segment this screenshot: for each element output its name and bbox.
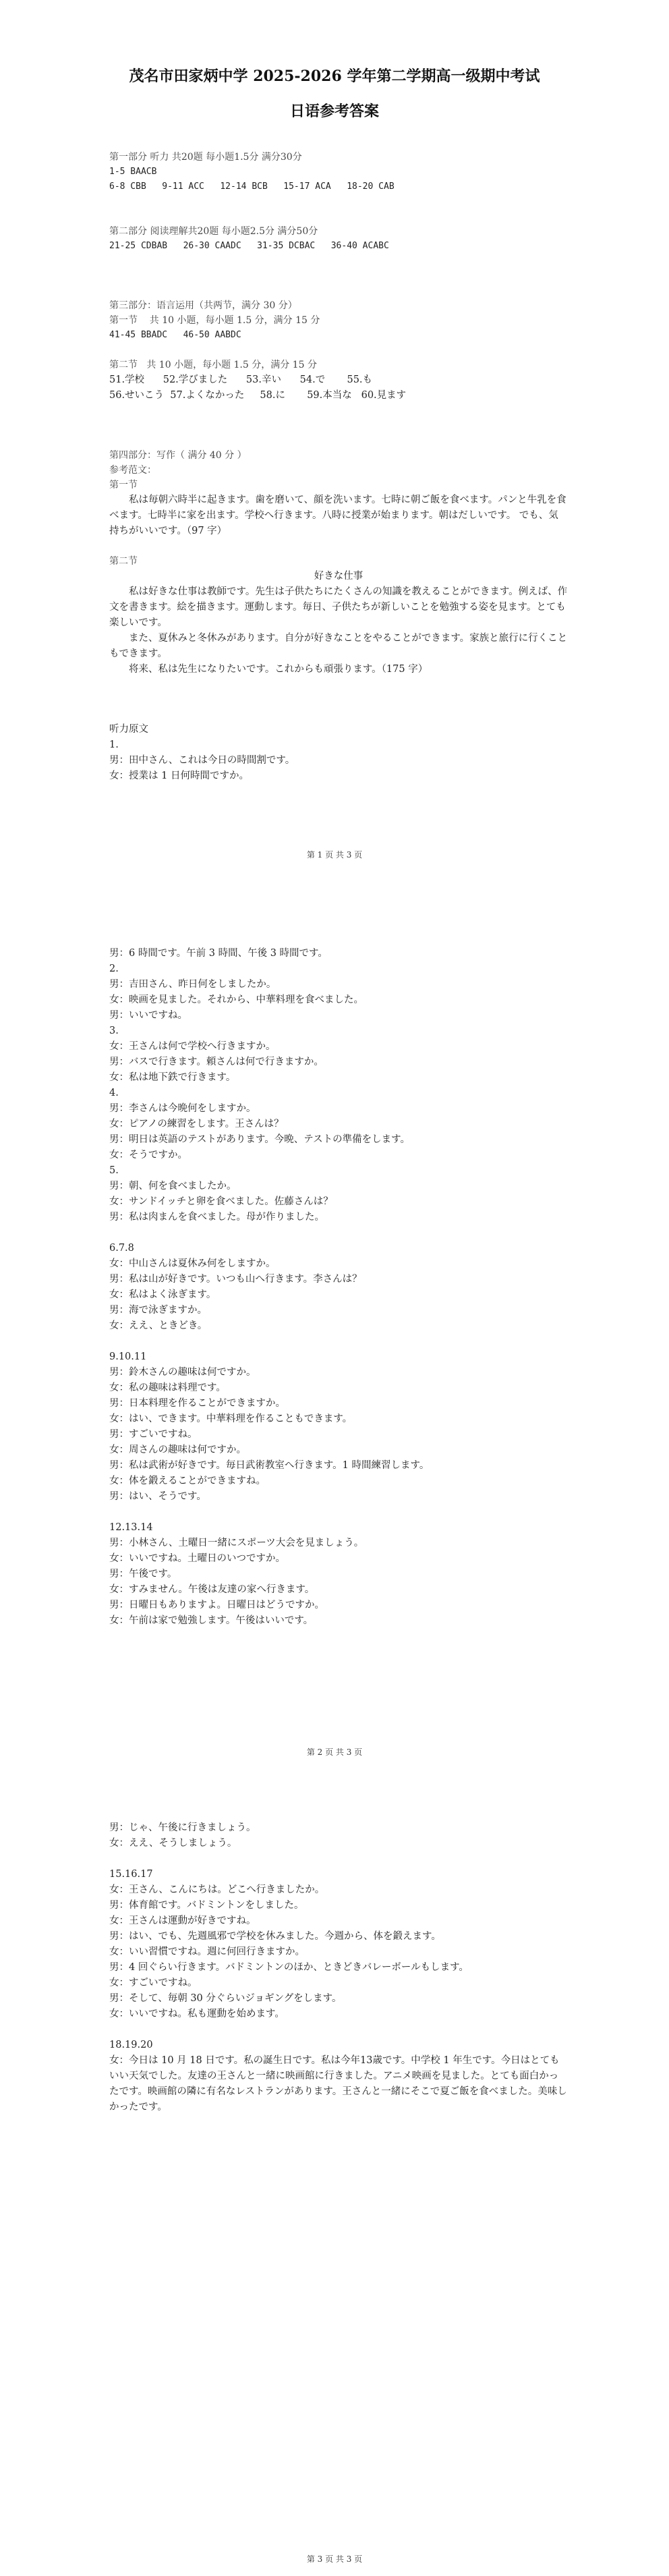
transcript-line: 女：映画を見ました。それから、中華料理を食べました。 — [109, 995, 363, 1005]
transcript-line: 女：周さんの趣味は何ですか。 — [109, 1445, 246, 1455]
transcript-line: 女：ええ、ときどき。 — [109, 1320, 208, 1331]
transcript-line: 15.16.17 — [109, 1869, 153, 1880]
transcript-line: 男：バスで行きます。頼さんは何で行きますか。 — [109, 1057, 324, 1067]
transcript-line: 12.13.14 — [109, 1522, 153, 1533]
transcript-line: 男：鈴木さんの趣味は何ですか。 — [109, 1367, 256, 1378]
transcript-line: 男：いいですね。 — [109, 1010, 187, 1021]
transcript-line: 6.7.8 — [109, 1243, 134, 1254]
transcript-line — [109, 1334, 568, 1349]
part2-line: 21-25 CDBAB 26-30 CAADC 31-35 DCBAC 36-40 ACABC — [109, 241, 389, 251]
transcript-line: 女：私はよく泳ぎます。 — [109, 1289, 216, 1300]
page-footer: 第 2 页 共 3 页 — [306, 1747, 363, 1757]
transcript-line: 女：授業は 1 日何時間ですか。 — [109, 771, 249, 781]
transcript-line: 女：そうですか。 — [109, 1150, 187, 1160]
transcript-line: 男：小林さん、土曜日一緒にスポーツ大会を見ましょう。 — [109, 1538, 364, 1548]
part3-sec2-line: 56.せいこう 57.よくなかった 58.に 59.本当な 60.見ます — [109, 390, 407, 401]
transcript-line: 女：サンドイッチと卵を食べました。佐藤さんは？ — [109, 1196, 333, 1207]
transcript-line: 男：私は山が好きです。いつも山へ行きます。李さんは？ — [109, 1274, 362, 1285]
transcript-line: 男：私は武術が好きです。毎日武術教室へ行きます。1 時間練習します。 — [109, 1460, 430, 1471]
transcript-line: 男：はい、そうです。 — [109, 1491, 206, 1502]
essay-title: 好きな仕事 — [314, 571, 363, 582]
transcript-line: 男：私は肉まんを食べました。母が作りました。 — [109, 1212, 324, 1223]
transcript-line: 男：体育館です。バドミントンをしました。 — [109, 1900, 304, 1911]
transcript-line: 女：はい、できます。中華料理を作ることもできます。 — [109, 1413, 353, 1424]
essay-paragraph: また、夏休みと冬休みがあります。自分が好きなことをやることができます。家族と旅行に行くこともできます。 — [109, 633, 568, 659]
transcript-line — [109, 1851, 568, 1867]
transcript-line: 男：日曜日もありますよ。日曜日はどうですか。 — [109, 1600, 324, 1611]
transcript-line: 9.10.11 — [109, 1351, 147, 1362]
transcript-line: 女：中山さんは夏休み何をしますか。 — [109, 1258, 276, 1269]
answer-key — [109, 150, 568, 784]
part4-heading: 第四部分：写作（ 满分 40 分 ） — [109, 450, 247, 461]
transcript-line: 女：すごいですね。 — [109, 1978, 198, 1988]
part1-line: 1-5 BAACB — [109, 167, 157, 177]
part1-line: 6-8 CBB 9-11 ACC 12-14 BCB 15-17 ACA 18-20 CAB — [109, 181, 395, 192]
transcript-line: 女：王さんは運動が好きですね。 — [109, 1915, 256, 1926]
transcript-line — [109, 2022, 568, 2038]
part3-sec1-line: 41-45 BBADC 46-50 AABDC — [109, 330, 241, 340]
transcript-line: 女：ピアノの練習をします。王さんは？ — [109, 1119, 284, 1129]
transcript-line: 男：午後です。 — [109, 1569, 177, 1579]
transcript-line: 男：そして、毎朝 30 分ぐらいジョギングをします。 — [109, 1993, 342, 2004]
transcript-line: 4. — [109, 1088, 119, 1098]
transcript-line: 男：朝、何を食べましたか。 — [109, 1181, 237, 1192]
part3-sec2-line: 51.学校 52.学びました 53.辛い 54.で 55.も — [109, 374, 373, 385]
transcript-line: 女：王さんは何で学校へ行きますか。 — [109, 1041, 276, 1052]
part4-sec2-label: 第二节 — [109, 556, 138, 567]
transcript-line: 男：田中さん、これは今日の時間割です。 — [109, 755, 295, 766]
part3-sec2-heading: 第二节 共 10 小题，每小题 1.5 分，满分 15 分 — [109, 360, 317, 370]
transcript-line: 女：いいですね。私も運動を始めます。 — [109, 2009, 285, 2019]
part4-sec1-text: 私は毎朝六時半に起きます。歯を磨いて、顔を洗います。七時に朝ご飯を食べます。パンと牛乳を食べます。七時半に家を出ます。学校へ行きます。八時に授業が始まります。朝はだしいです。 でも、気持ちがいいです。（97 字） — [109, 495, 566, 536]
transcript-line: 18.19.20 — [109, 2040, 153, 2050]
listening-page1 — [109, 737, 568, 784]
part2-heading: 第二部分 阅读理解共20题 每小题2.5分 满分50分 — [109, 226, 318, 237]
essay-paragraph: 将来、私は先生になりたいです。これからも頑張ります。（175 字） — [129, 664, 428, 675]
transcript-line: 女：すみません。午後は友達の家へ行きます。 — [109, 1584, 315, 1595]
transcript-line: 女：私は地下鉄で行きます。 — [109, 1072, 236, 1083]
part4-ref-label: 参考范文： — [109, 465, 156, 476]
document-subtitle: 日语参考答案 — [289, 103, 379, 120]
document-title: 茂名市田家炳中学 2025-2026 学年第二学期高一级期中考试 — [129, 67, 540, 85]
page-footer: 第 1 页 共 3 页 — [306, 850, 363, 860]
transcript-line: 5. — [109, 1165, 119, 1176]
transcript-line: 男：海で泳ぎますか。 — [109, 1305, 207, 1316]
part4-sec1-label: 第一节 — [109, 480, 138, 491]
part3-heading: 第三部分：语言运用（共两节，满分 30 分） — [109, 300, 297, 311]
transcript-line: 女：王さん、こんにちは。どこへ行きましたか。 — [109, 1884, 325, 1895]
transcript-line: 男：すごいですね。 — [109, 1429, 198, 1440]
transcript-line: 男：日本料理を作ることができますか。 — [109, 1398, 285, 1409]
page-1 — [0, 0, 669, 897]
transcript-line: 3. — [109, 1026, 119, 1036]
transcript-line: 女：午前は家で勉強します。午後はいいです。 — [109, 1615, 314, 1626]
transcript-line: 女：ええ、そうしましょう。 — [109, 1838, 237, 1849]
part3-sec1-heading: 第一节 共 10 小题，每小题 1.5 分，满分 15 分 — [109, 315, 320, 326]
transcript-line: 男：4 回ぐらい行きます。バドミントンのほか、ときどきバレーボールもします。 — [109, 1962, 469, 1973]
page-3 — [0, 1793, 669, 2576]
transcript-line: 女：いいですね。土曜日のいつですか。 — [109, 1553, 285, 1564]
transcript-line: 女：今日は 10 月 18 日です。私の誕生日です。私は今年13歳です。中学校 1 年生です。今日はとてもいい天気でした。友達の王さんと一緒に映画館に行きました。アニメ映画を見ました。とても面白かったです。映画館の隣に有名なレストランがあります。王さんと一緒にそこで夏ご飯を食べました。美味しかったです。 — [109, 2055, 567, 2112]
transcript-line: 男：明日は英語のテストがあります。今晩、テストの準備をします。 — [109, 1134, 411, 1145]
transcript-line: 男：吉田さん、昨日何をしましたか。 — [109, 979, 277, 990]
transcript-line: 男：6 時間です。午前 3 時間、午後 3 時間です。 — [109, 948, 328, 959]
transcript-line: 女：体を鍛えることができますね。 — [109, 1476, 266, 1486]
transcript-line: 1. — [109, 739, 119, 750]
listening-continued — [109, 1820, 568, 2115]
listening-page2 — [109, 946, 568, 1629]
essay-paragraph: 私は好きな仕事は教師です。先生は子供たちにたくさんの知識を教えることができます。例えば、作文を書きます。絵を描きます。運動します。毎日、子供たちが新しいことを勉強する姿を見ます。とても楽しいです。 — [109, 586, 568, 628]
page-2 — [0, 897, 669, 1793]
part1-heading: 第一部分 听力 共20题 每小题1.5分 满分30分 — [109, 152, 302, 163]
listening-heading: 听力原文 — [109, 724, 148, 735]
transcript-line: 男：はい、でも、先週風邪で学校を休みました。今週から、体を鍛えます。 — [109, 1931, 441, 1942]
transcript-line: 女：私の趣味は料理です。 — [109, 1382, 226, 1393]
transcript-line — [109, 1225, 568, 1241]
transcript-line: 2. — [109, 963, 119, 974]
page-footer: 第 3 页 共 3 页 — [306, 2554, 363, 2564]
listening-page3 — [109, 1820, 568, 2115]
transcript-line — [109, 1505, 568, 1520]
listening-continued — [109, 946, 568, 1629]
transcript-line: 男：じゃ、午後に行きましょう。 — [109, 1822, 256, 1833]
transcript-line: 男：李さんは今晩何をしますか。 — [109, 1103, 256, 1114]
transcript-line: 女：いい習慣ですね。週に何回行きますか。 — [109, 1947, 305, 1957]
